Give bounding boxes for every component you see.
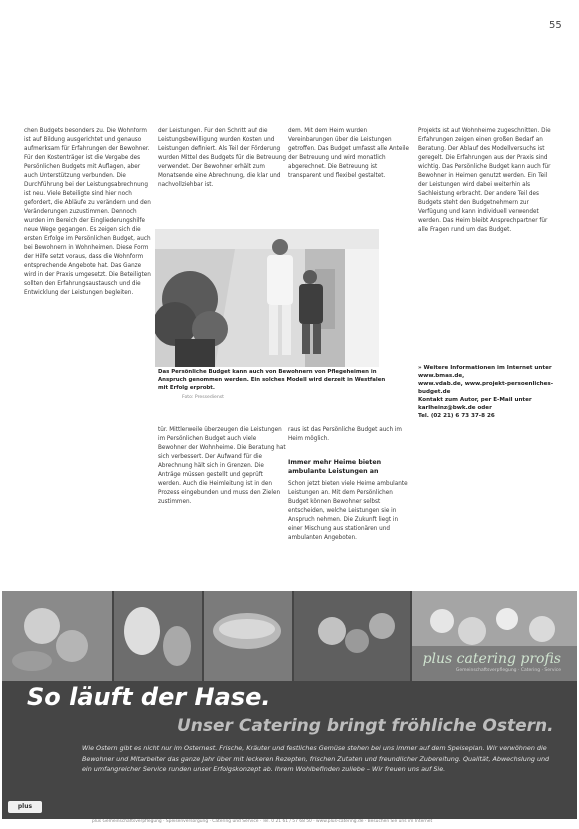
info-line: » Weitere Informationen im Internet unter www.bmas.de, — [418, 365, 552, 379]
article-paragraph: Projekts ist auf Wohnheime zugeschnitten. Die Erfahrungen zeigen einen großen Bedarf an Beratung. Der Ablauf des Modellversuchs ist geregelt. Die Erfahrungen aus der Praxis sind wichtig. Das Persönliche Budget kann auch für Bewohner in Heimen genutzt werden. Ein Teil der Leistungen wird dabei weiterhin als Sachleistung erbracht. Der andere Teil des Budgets steht den Budgetnehmern zur Verfügung und kann individuell verwendet werden. Das Heim bleibt Ansprechpartner für alle Fragen rund um das Budget. — [418, 128, 551, 233]
article-column-6 — [288, 426, 412, 446]
article-paragraph: tür. Mittlerweile überzeugen die Leistungen im Persönlichen Budget auch viele Bewohner der Wohnheime. Die Beratung hat sich verbessert. Der Aufwand für die Abrechnung hält sich in Grenzen. Die Anträge müssen gestellt und geprüft werden. Auch die Heimleitung ist in den Prozess eingebunden und muss den Zielen zustimmen. — [158, 427, 286, 505]
ad-footer: plus Gemeinschaftsverpflegung · Speisenversorgung · Catering und Service · Tel. 0 21 61 / 57 68 50 · www.plus-catering.de · Besuchen Sie uns im Internet — [92, 819, 433, 824]
info-contact: Kontakt zum Autor, per E-Mail unter karlheinz@bwk.de oder — [418, 397, 532, 411]
ad-subtitle: Unser Catering bringt fröhliche Ostern. — [177, 716, 554, 736]
article-paragraph: chen Budgets besonders zu. Die Wohnform ist auf Bildung ausgerichtet und genauso aufmerksam für Erfahrungen der Bewohner. Für den Kostenträger ist die Vergabe des Persönlichen Budgets mit Auflagen, aber auch Unterstützung verbunden. Die Durchführung bei der Leistungsabrechnung ist neu. Viele Beteiligte sind hier noch gefordert, die Abläufe zu verändern und den Veränderungen zuzustimmen. Dennoch wurden im Bereich der Eingliederungshilfe neue Wege gegangen. Es zeigen sich die ersten Erfolge im Persönlichen Budget, auch bei Bewohnern in Wohnheimen. Diese Form der Hilfe setzt voraus, dass die Wohnform entsprechende Angebote hat. Das Ganze wird in der Praxis umgesetzt. Die Beteiligten sollten den Erfahrungsaustausch und die Entwicklung der Leistungen begleiten. — [24, 128, 151, 296]
ad-body-text: Wie Ostern gibt es nicht nur im Osternest. Frische, Kräuter und festliches Gemüse stehen bei uns immer auf dem Speiseplan. Wir verwöhnen die Bewohner und Mitarbeiter das ganze Jahr über mit leckeren Rezepten, frischen Zutaten und freundlicher Zubereitung. Qualität, Abwechslung und ein umfangreicher Service runden unser Erfolgskonzept ab. Ihrem Wohlbefinden zuliebe – Wir freuen uns auf Sie. — [82, 744, 550, 774]
info-links[interactable]: www.vdab.de, www.projekt-persoenliches-budget.de — [418, 381, 554, 395]
article-column-1 — [24, 127, 152, 572]
ad-subtagline: Gemeinschaftsverpflegung · Catering · Service — [455, 668, 561, 673]
caption-text: Das Persönliche Budget kann auch von Bewohnern von Pflegeheimen in Anspruch genommen werden. Ein solches Modell wird derzeit in Westfalen mit Erfolg erprobt. — [158, 369, 386, 391]
article-column-2 — [158, 127, 286, 223]
article-paragraph: raus ist das Persönliche Budget auch im Heim möglich. — [288, 427, 402, 442]
article-paragraph: dem. Mit dem Heim wurden Vereinbarungen über die Leistungen getroffen. Das Budget umfasst alle Anteile der Betreuung und wird monatlich abgerechnet. Die Betreuung ist transparent und flexibel gestaltet. — [288, 128, 410, 179]
page-number: 55 — [549, 20, 562, 31]
article-paragraph: Schon jetzt bieten viele Heime ambulante Leistungen an. Mit dem Persönlichen Budget können Bewohner selbst entscheiden, welche Leistungen sie in Anspruch nehmen. Die Zukunft liegt in einer Mischung aus stationären und ambulanten Angeboten. — [288, 481, 408, 541]
article-column-4 — [418, 127, 556, 349]
article-column-3 — [288, 127, 412, 211]
article-column-5 — [158, 426, 286, 562]
info-box — [418, 364, 558, 420]
article-column-7 — [288, 480, 412, 566]
ad-title: So läuft der Hase. — [27, 683, 271, 711]
article-subheading — [288, 458, 412, 476]
article-photo — [155, 229, 379, 367]
info-phone: Tel. (02 21) 6 73 37-8 26 — [418, 413, 495, 419]
article-paragraph: der Leistungen. Für den Schritt auf die Leistungsbewilligung wurden Kosten und Leistungen definiert. Als Teil der Förderung wurden Mittel des Budgets für die Betreuung verwendet. Der Bewohner erhält zum Monatsende eine Abrechnung, die klar und nachvollziehbar ist. — [158, 128, 286, 188]
photo-caption — [158, 368, 390, 392]
hallway-photo-illustration — [155, 229, 379, 367]
ad-tagline: plus catering profis — [422, 651, 561, 667]
photo-credit: Foto: Pressedienst — [182, 395, 224, 400]
plus-logo: plus — [8, 801, 42, 813]
subheading-text: Immer mehr Heime bieten ambulante Leistungen an — [288, 459, 382, 475]
ad-body — [82, 743, 560, 775]
catering-advertisement — [2, 591, 577, 819]
